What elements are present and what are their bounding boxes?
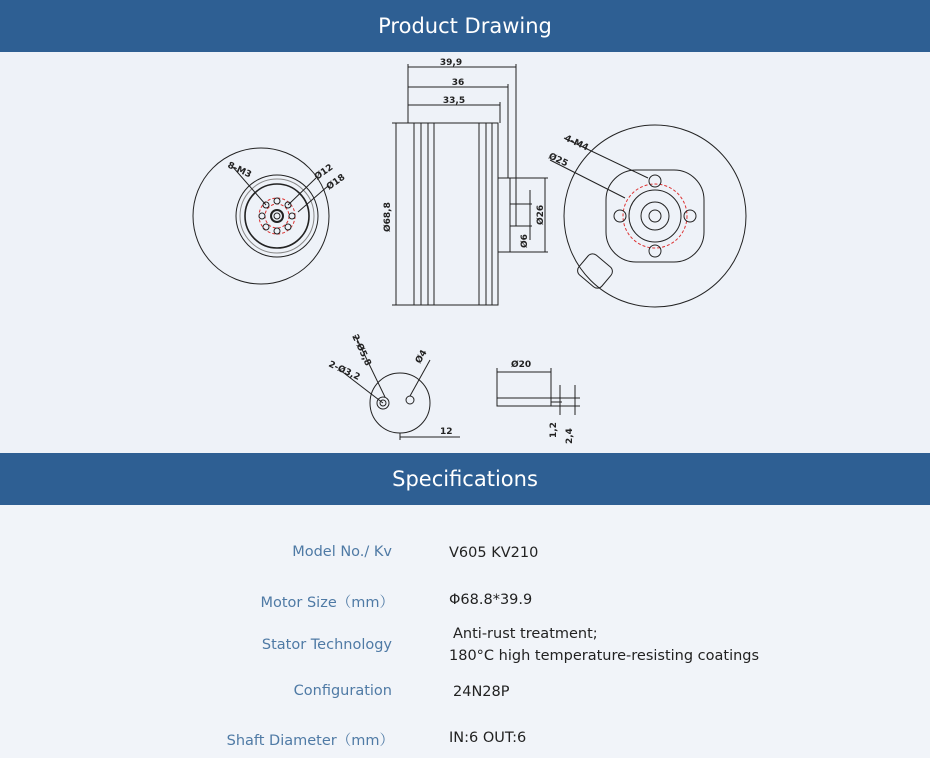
spec-label: Configuration [293, 683, 392, 699]
spec-value: Φ68.8*39.9 [449, 592, 533, 608]
product-drawing-header [0, 0, 930, 52]
dim-4-m4: 4-M4 [562, 133, 590, 154]
dim-8-m3: 8-M3 [225, 160, 253, 181]
dim-diameter-12: Ø12 [312, 162, 336, 183]
dim-36: 36 [451, 78, 465, 88]
specifications-table [0, 505, 930, 758]
specifications-header [0, 453, 930, 505]
dim-12: 12 [440, 427, 453, 437]
dim-2-4: 2,4 [565, 428, 575, 444]
spec-label: Motor Size（mm） [260, 595, 394, 611]
spec-label: Stator Technology [261, 637, 392, 653]
section-title: Specifications [392, 467, 538, 491]
spec-value: IN:6 OUT:6 [449, 730, 527, 746]
dim-diameter-25: Ø25 [546, 151, 570, 170]
spec-value: V605 KV210 [449, 545, 539, 561]
dim-2-diameter-5-8: 2-Ø5,8 [349, 333, 373, 368]
spec-value-line2: 180°C high temperature-resisting coatings [449, 648, 760, 664]
spec-label: Model No./ Kv [292, 544, 392, 560]
section-title: Product Drawing [378, 14, 552, 38]
dim-diameter-20: Ø20 [511, 360, 532, 370]
dim-diameter-26: Ø26 [536, 204, 546, 225]
dim-33-5: 33,5 [442, 96, 466, 106]
dim-diameter-68-8: Ø68,8 [383, 202, 393, 232]
dim-39-9: 39,9 [439, 58, 463, 68]
dim-diameter-18: Ø18 [324, 172, 348, 193]
dim-1-2: 1,2 [549, 422, 559, 438]
motor-technical-drawing [0, 52, 930, 453]
dim-diameter-4: Ø4 [413, 348, 430, 366]
spec-value: 24N28P [453, 684, 510, 700]
dim-diameter-6: Ø6 [520, 234, 530, 248]
product-drawing [0, 52, 930, 453]
dim-2-diameter-3-2: 2-Ø3,2 [326, 359, 362, 383]
spec-value: Anti-rust treatment; [453, 626, 598, 642]
spec-label: Shaft Diameter（mm） [226, 733, 394, 749]
